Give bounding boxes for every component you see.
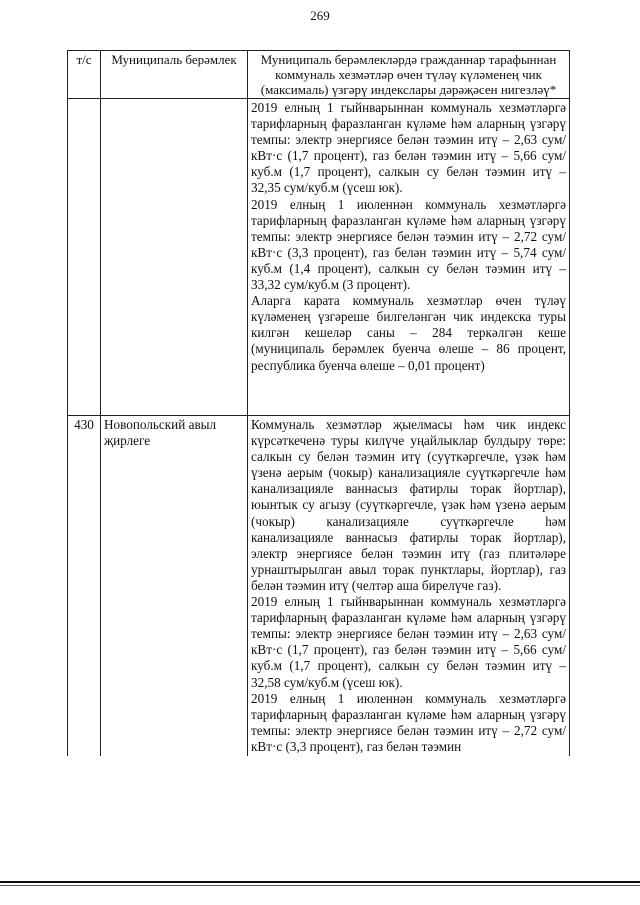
page-bottom-rule <box>0 881 640 883</box>
row-municipality <box>101 99 248 416</box>
row-paragraph: 2019 елның 1 июленнән коммуналь хезмәтләргә тарифларның фаразланган күләме һәм аларның үзгәрү темпы: электр энергиясе белән тәэмин итү – 2,72 сум/кВт·с (3,3 процент), газ белән тәэмин <box>251 690 566 754</box>
row-paragraph: Коммуналь хезмәтләр җыелмасы һәм чик индекс күрсәткеченә туры килүче уңайлыклар булдыру төре: салкын су белән тәэмин итү (суүткәргечле, үзәк һәм үзенә аерым (чокыр) канализацияле суүткәргечле һәм канализацияле ваннасыз фатирлы торак йортлар), юынтык су агызу (суүткәргечле, үзәк һәм үзенә аерым (чокыр) канализацияле суүткәргечле һәм канализацияле ваннасыз фатирлы торак йортлар), электр энергиясе белән тәэмин итү (газ плитәләре урнаштырылган авыл торак пунктлары, йортлар), газ белән тәэмин итү (челтәр аша бирелүче газ). <box>251 417 566 593</box>
row-num: 430 <box>68 416 101 756</box>
row-description <box>248 99 570 416</box>
table-row <box>68 416 570 756</box>
row-paragraph: Аларга карата коммуналь хезмәтләр өчен түләү күләменең үзгәреше билгеләнгән чик индекска туры килгән кешеләр саны – 284 теркәлгән кеше (муниципаль берәмлек буенча өлеше – 86 процент, республика буенча өлеше – 0,01 процент) <box>251 293 566 373</box>
row-paragraph: 2019 елның 1 гыйнварыннан коммуналь хезмәтләргә тарифларның фаразланган күләме һәм аларның үзгәрү темпы: электр энергиясе белән тәэмин итү – 2,63 сум/кВт·с (1,7 процент), газ белән тәэмин итү – 5,66 сум/куб.м (1,7 процент), салкын су белән тәэмин итү – 32,58 сум/куб.м (үсеш юк). <box>251 594 566 690</box>
table-header-row <box>68 51 570 99</box>
row-paragraph: 2019 елның 1 гыйнварыннан коммуналь хезмәтләргә тарифларның фаразланган күләме һәм аларның үзгәрү темпы: электр энергиясе белән тәэмин итү – 2,63 сум/кВт·с (1,7 процент), газ белән тәэмин итү – 5,66 сум/куб.м (1,7 процент), салкын су белән тәэмин итү – 32,35 сум/куб.м (үсеш юк). <box>251 100 566 196</box>
row-municipality: Новопольский авыл җирлеге <box>101 416 248 756</box>
row-paragraph: 2019 елның 1 июленнән коммуналь хезмәтләргә тарифларның фаразланган күләме һәм аларның үзгәрү темпы: электр энергиясе белән тәэмин итү – 2,72 сум/кВт·с (3,3 процент), газ белән тәэмин итү – 5,74 сум/куб.м (1,4 процент), салкын су белән тәэмин итү – 33,32 сум/куб.м (3 процент). <box>251 196 566 293</box>
header-municipality: Муниципаль берәмлек <box>101 51 248 99</box>
header-description: Муниципаль берәмлекләрдә гражданнар тарафыннан коммуналь хезмәтләр өчен түләү күләменең чик (максималь) үзгәрү индекслары дәрәҗәсен нигезләү* <box>248 51 570 99</box>
page-number: 269 <box>310 8 330 23</box>
table-row <box>68 99 570 416</box>
row-num <box>68 99 101 416</box>
tariff-table <box>67 50 570 756</box>
page-bottom-rule <box>0 885 640 886</box>
row-description <box>248 416 570 756</box>
header-num: т/с <box>68 51 101 99</box>
